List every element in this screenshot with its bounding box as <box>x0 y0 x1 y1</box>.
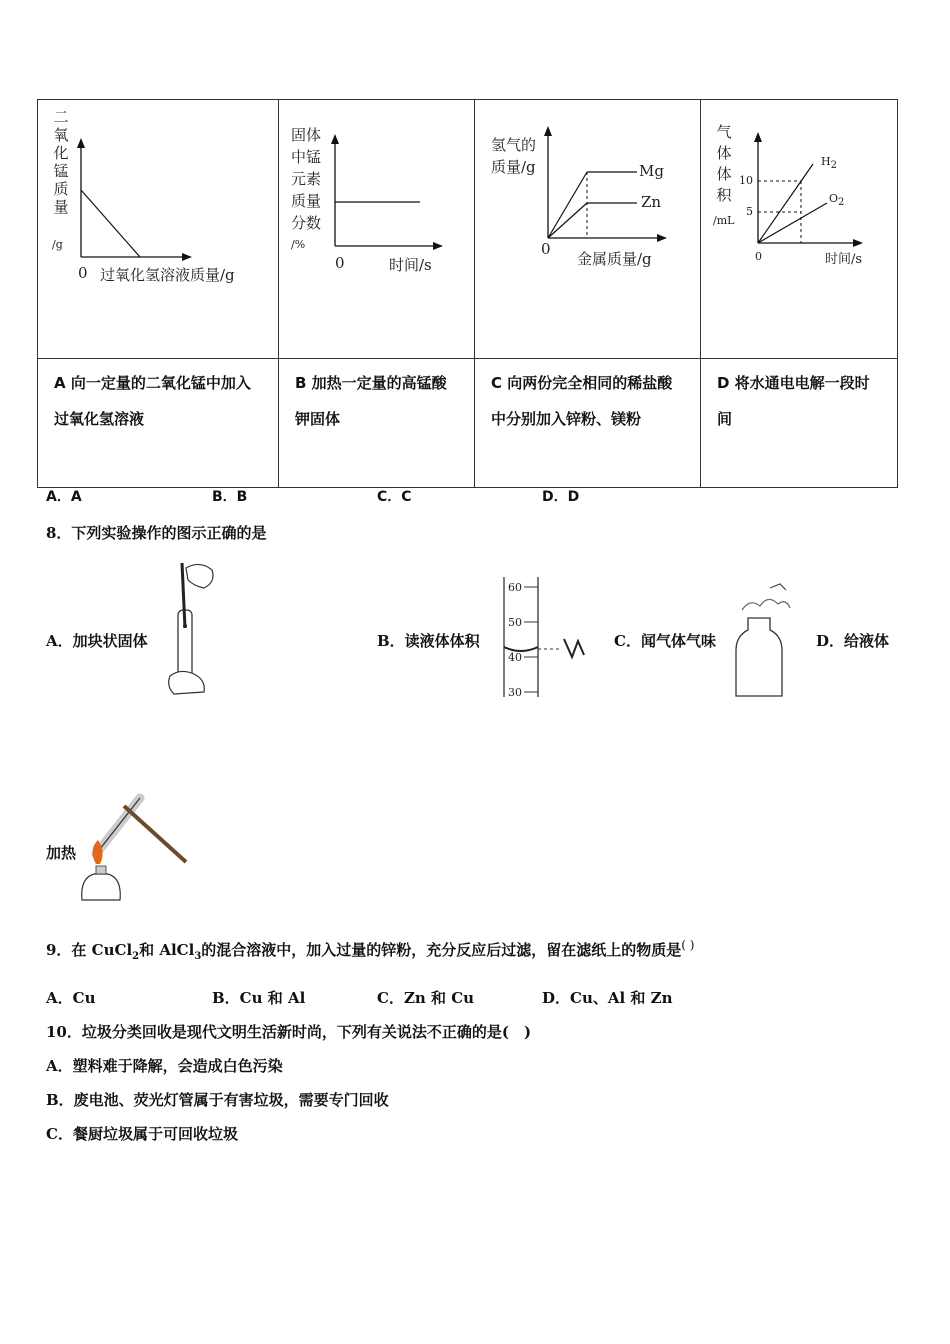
graph-b-cell <box>279 100 475 359</box>
graph-d-origin: 0 <box>755 250 762 263</box>
graph-c-series-zn: Zn <box>641 193 662 211</box>
q10-stem: 10．垃圾分类回收是现代文明生活新时尚，下列有关说法不正确的是( ) <box>46 1023 532 1041</box>
q8-option-d[interactable]: D．给液体 <box>816 632 890 650</box>
caption-c: C 向两份完全相同的稀盐酸 中分别加入锌粉、镁粉 <box>475 359 701 488</box>
illustration-heat-liquid <box>78 792 198 907</box>
illustration-add-solid <box>160 558 220 698</box>
caption-a: A 向一定量的二氧化锰中加入 过氧化氢溶液 <box>38 359 279 488</box>
graph-d-tick-10: 10 <box>739 174 753 187</box>
q8-option-a[interactable]: A．加块状固体 <box>46 632 148 650</box>
graph-d-ylabel: 气 体 体 积 <box>716 123 732 204</box>
illustration-smell-gas <box>730 580 800 705</box>
graph-a-yunit: /g <box>52 238 63 251</box>
cylinder-tick-40: 40 <box>508 651 522 664</box>
q9-option-d[interactable]: D．Cu、Al 和 Zn <box>542 989 673 1007</box>
illustration-read-cylinder <box>498 577 598 702</box>
graph-b-origin: 0 <box>335 254 345 272</box>
q8-stem: 8．下列实验操作的图示正确的是 <box>46 524 267 542</box>
graph-c-plot <box>475 100 700 358</box>
graph-c-origin: 0 <box>541 240 551 258</box>
q8-option-b[interactable]: B．读液体体积 <box>377 632 480 650</box>
caption-b: B 加热一定量的高锰酸 钾固体 <box>279 359 475 488</box>
graph-a-ylabel: 二 氧 化 锰 质 量 <box>53 108 69 216</box>
q10-option-c[interactable]: C．餐厨垃圾属于可回收垃圾 <box>46 1125 238 1143</box>
graph-d-plot <box>701 100 897 358</box>
graph-d-series-o2: $O_2$ <box>829 192 845 209</box>
q9-stem: 9．在 CuCl$_2$和 AlCl$_3$的混合溶液中，加入过量的锌粉，充分反应后过滤，留在滤纸上的物质是( ) <box>46 938 695 962</box>
q9-option-c[interactable]: C．Zn 和 Cu <box>377 989 475 1007</box>
q10-option-b[interactable]: B．废电池、荧光灯管属于有害垃圾，需要专门回收 <box>46 1091 389 1109</box>
graph-c-series-mg: Mg <box>639 162 664 180</box>
graph-b-xlabel: 时间/s <box>389 256 432 274</box>
graph-d-tick-5: 5 <box>746 205 753 218</box>
graph-a-cell <box>38 100 279 359</box>
cylinder-tick-30: 30 <box>508 686 522 699</box>
q10-option-a[interactable]: A．塑料难于降解，会造成白色污染 <box>46 1057 283 1075</box>
q9-option-a[interactable]: A．Cu <box>46 989 96 1007</box>
question7-table <box>37 99 898 488</box>
graph-c-xlabel: 金属质量/g <box>577 250 652 268</box>
q7-option-a[interactable]: A．A <box>46 489 82 505</box>
graph-c-cell <box>475 100 701 359</box>
graph-a-xlabel: 过氧化氢溶液质量/g <box>100 266 235 284</box>
q7-option-d[interactable]: D．D <box>542 489 580 505</box>
q9-option-b[interactable]: B．Cu 和 Al <box>212 989 306 1007</box>
graph-d-xlabel: 时间/s <box>825 252 863 267</box>
q8-option-c[interactable]: C．闻气体气味 <box>614 632 716 650</box>
graph-d-yunit: /mL <box>713 214 735 227</box>
q7-option-c[interactable]: C．C <box>377 489 412 505</box>
graph-a-origin: 0 <box>78 264 88 282</box>
cylinder-tick-60: 60 <box>508 581 522 594</box>
graph-a-plot <box>38 100 278 358</box>
caption-d: D 将水通电电解一段时 间 <box>701 359 898 488</box>
cylinder-tick-50: 50 <box>508 616 522 629</box>
graph-d-cell <box>701 100 898 359</box>
graph-c-ylabel: 氢气的 质量/g <box>491 136 537 176</box>
q8-option-d-cont: 加热 <box>46 844 77 862</box>
graph-b-plot <box>279 100 474 358</box>
q7-option-b[interactable]: B．B <box>212 489 248 505</box>
graph-b-ylabel: 固体 中锰 元素 质量 分数 /% <box>291 126 322 251</box>
graph-d-series-h2: $H_2$ <box>821 155 837 172</box>
